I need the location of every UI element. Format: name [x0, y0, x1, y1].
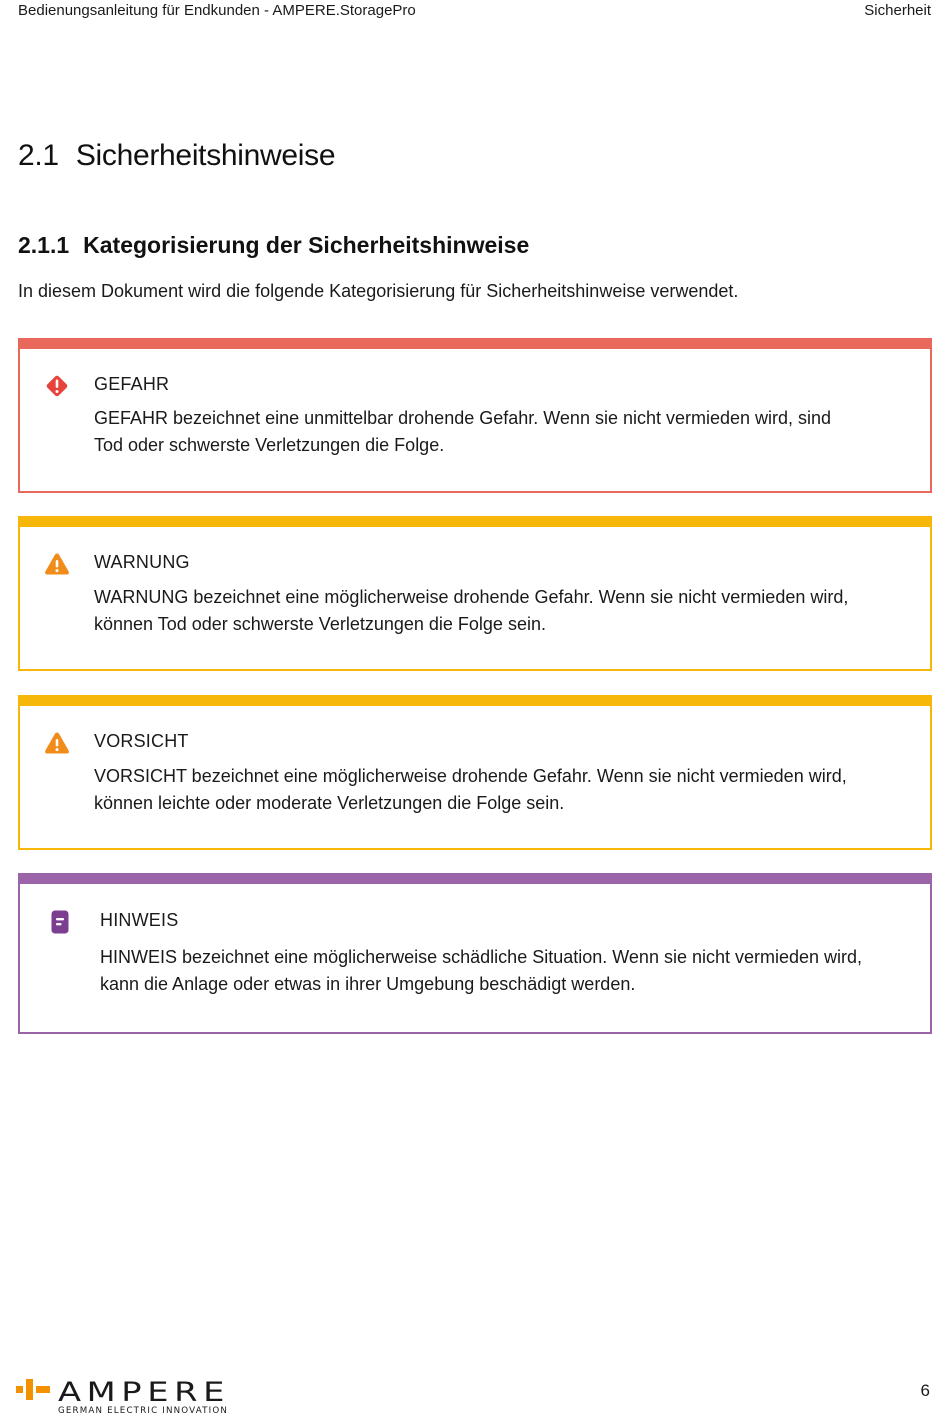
ampere-logo	[16, 1376, 232, 1416]
notice-text	[100, 944, 862, 998]
intro-paragraph: In diesem Dokument wird die folgende Kategorisierung für Sicherheitshinweise verwendet.	[18, 281, 739, 301]
running-header-section: Sicherheit	[864, 2, 931, 19]
notice-text-line: GEFAHR bezeichnet eine unmittelbar drohende Gefahr. Wenn sie nicht vermieden wird, sind	[94, 408, 832, 428]
subsection-heading	[18, 232, 529, 259]
notice-document-icon	[51, 910, 69, 934]
notice-text-line: können Tod oder schwerste Verletzungen die Folge sein.	[94, 614, 546, 634]
notice-note	[18, 873, 932, 1034]
warning-triangle-icon	[44, 552, 70, 576]
logo-tagline: GERMAN ELECTRIC INNOVATION	[58, 1406, 228, 1416]
running-header-title: Bedienungsanleitung für Endkunden - AMPERE.StoragePro	[18, 2, 416, 19]
section-title: Sicherheitshinweise	[75, 139, 336, 172]
notice-text	[94, 405, 831, 459]
notice-label: VORSICHT	[94, 731, 189, 751]
subsection-number: 2.1.1	[18, 232, 70, 258]
page-number: 6	[920, 1381, 930, 1400]
notice-text-line: VORSICHT bezeichnet eine möglicherweise drohende Gefahr. Wenn sie nicht vermieden wird,	[94, 766, 847, 786]
notice-danger	[18, 338, 932, 493]
notice-text-line: Tod oder schwerste Verletzungen die Folge.	[94, 435, 445, 455]
logo-accent-square	[16, 1386, 23, 1393]
notice-warning	[18, 516, 932, 671]
logo-brand: AMPERE	[58, 1377, 230, 1408]
section-number: 2.1	[18, 139, 59, 172]
notice-text-line: kann die Anlage oder etwas in ihrer Umgebung beschädigt werden.	[100, 974, 636, 994]
section-heading	[18, 139, 335, 173]
subsection-title: Kategorisierung der Sicherheitshinweise	[83, 232, 530, 258]
notice-label: WARNUNG	[94, 552, 190, 572]
notice-label: GEFAHR	[94, 374, 170, 394]
notice-text-line: können leichte oder moderate Verletzungen die Folge sein.	[94, 793, 565, 813]
caution-triangle-icon	[44, 731, 70, 755]
logo-accent-bar	[26, 1379, 33, 1400]
danger-diamond-icon	[44, 373, 70, 399]
notice-text	[94, 763, 847, 817]
notice-label: HINWEIS	[100, 910, 179, 930]
notice-caution	[18, 695, 932, 850]
notice-text-line: HINWEIS bezeichnet eine möglicherweise schädliche Situation. Wenn sie nicht vermieden wird,	[100, 947, 863, 967]
notice-text	[94, 584, 848, 638]
logo-accent-square	[36, 1386, 50, 1393]
notice-text-line: WARNUNG bezeichnet eine möglicherweise drohende Gefahr. Wenn sie nicht vermieden wird,	[94, 587, 849, 607]
